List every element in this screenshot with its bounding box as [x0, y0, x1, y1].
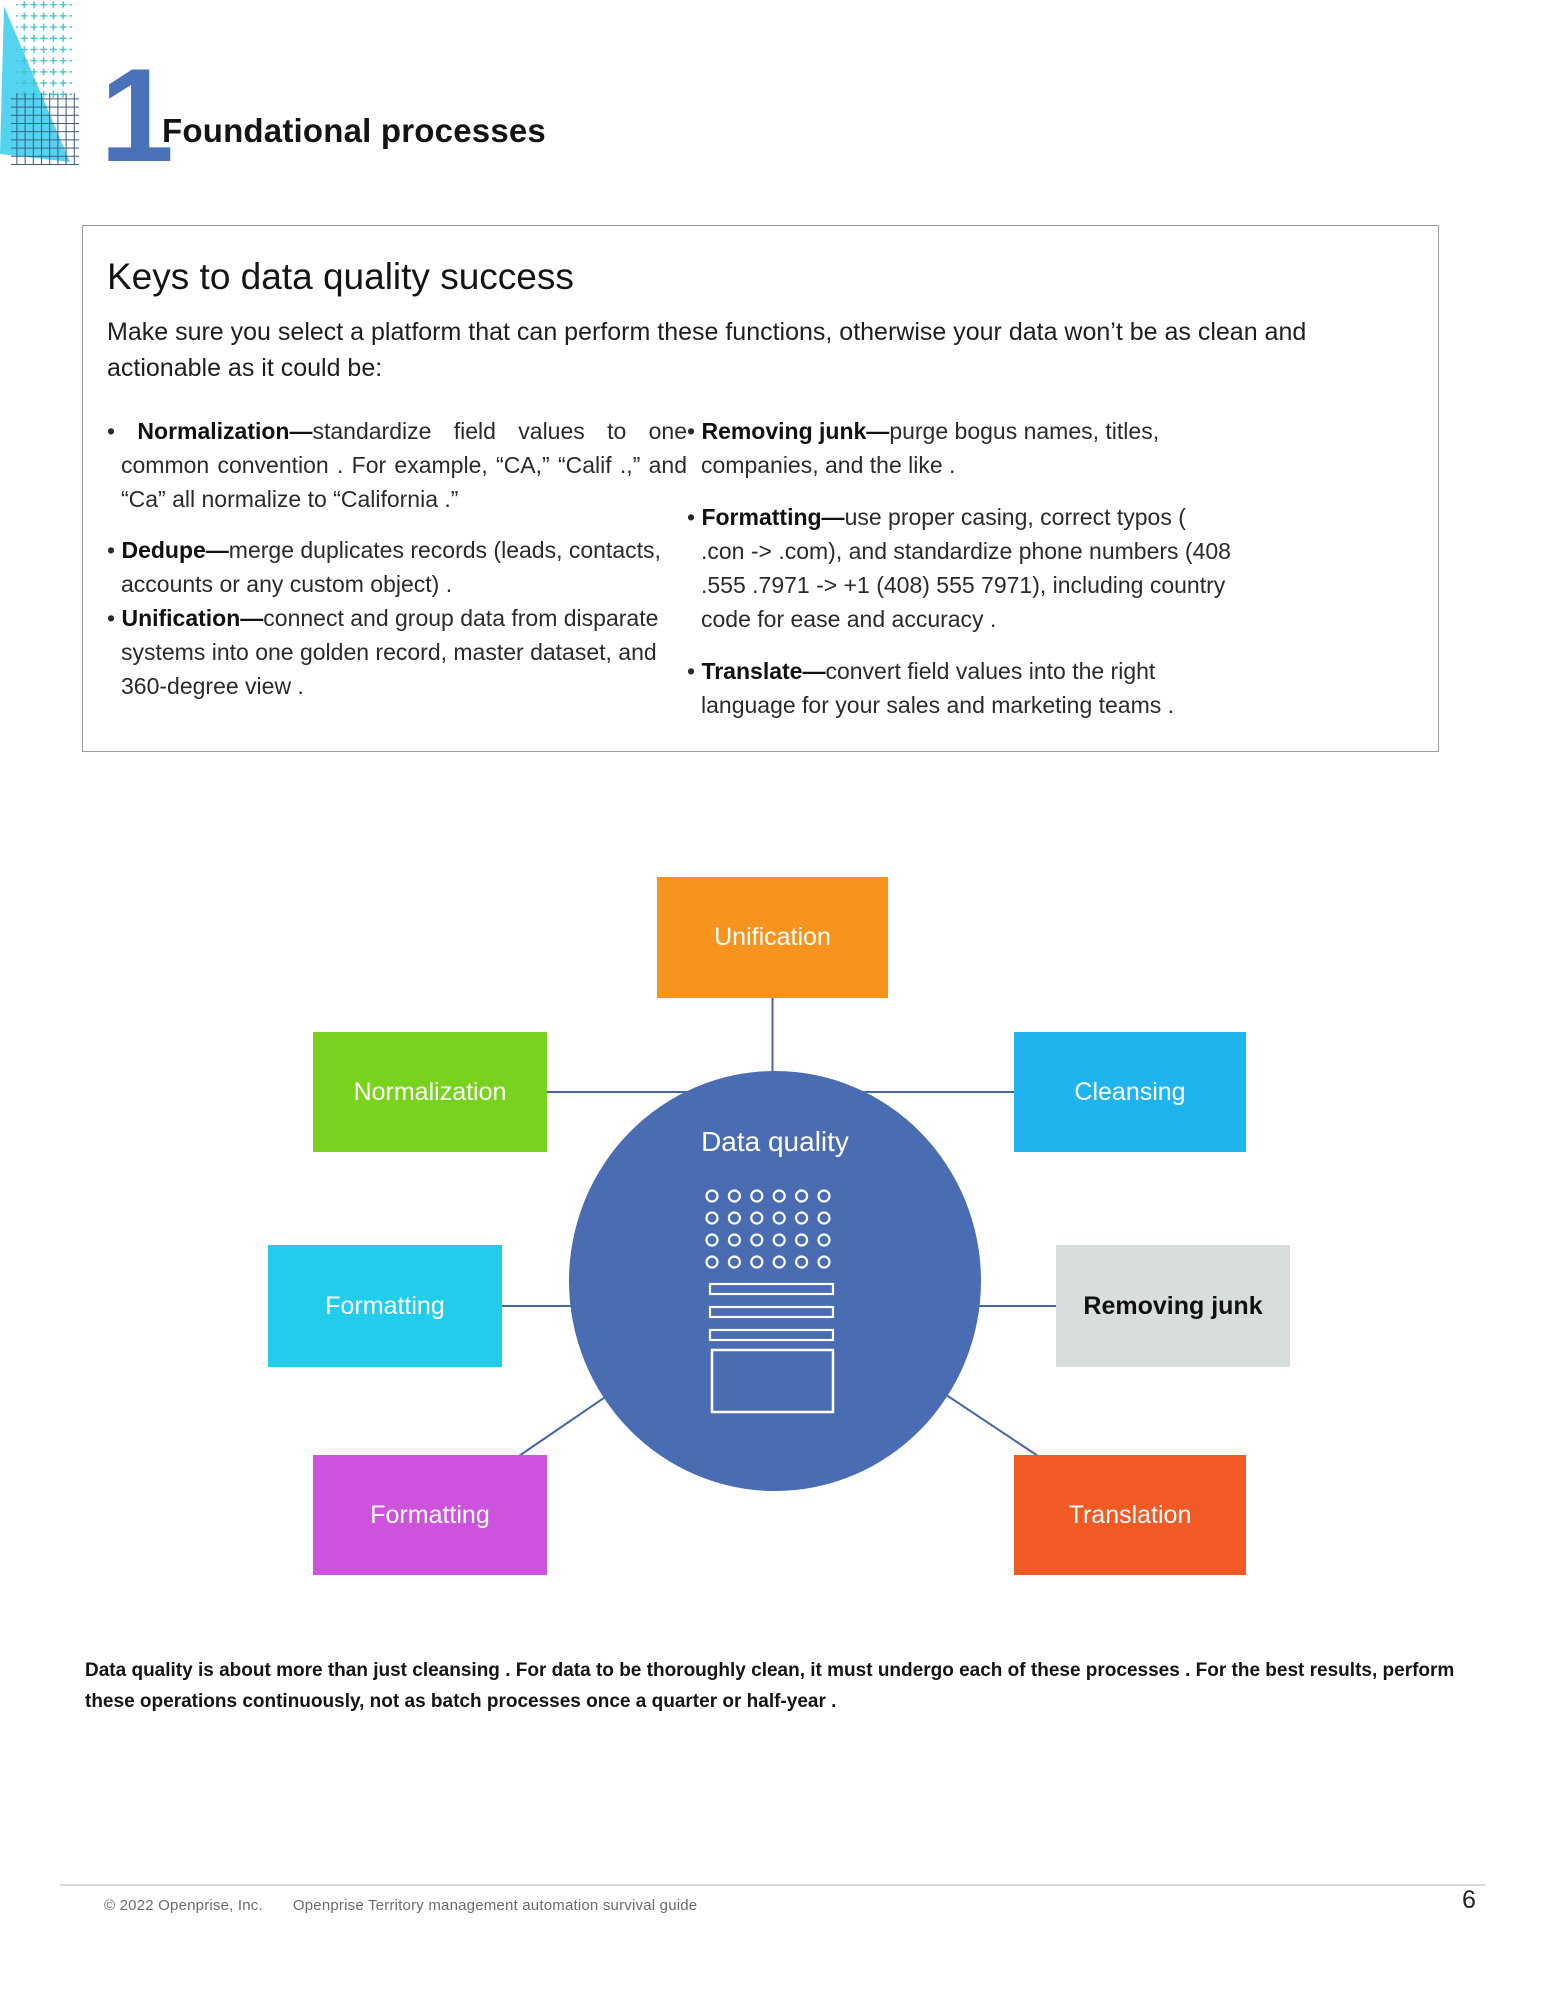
bullet-term: Unification—: [121, 605, 264, 631]
bullet-item: • Unification—connect and group data from disparate systems into one golden record, master dataset, and 360-degree view .: [107, 605, 659, 699]
diagram-node-unification: [657, 877, 888, 998]
bullet-term: Removing junk—: [701, 418, 890, 444]
node-label: Formatting: [370, 1500, 490, 1529]
footer-copyright: © 2022 Openprise, Inc.: [104, 1897, 263, 1914]
bullet-item: • Normalization—standardize field values to one common convention . For example, “CA,” “Calif .,” and “Ca” all normalize to “California .”: [107, 418, 687, 512]
panel-intro: Make sure you select a platform that can perform these functions, otherwise your data won’t be as clean and actionable as it could be:: [107, 318, 1307, 382]
panel-heading: Keys to data quality success: [107, 256, 574, 297]
diagram-node-formatting-left: [268, 1245, 502, 1367]
corner-triangle-pattern-decoration: [0, 0, 95, 180]
page-number: 6: [1462, 1886, 1476, 1914]
diagram-node-removing-junk: [1056, 1245, 1290, 1367]
footer: [104, 1897, 697, 1914]
footer-divider: [60, 1884, 1485, 1886]
node-label: Translation: [1068, 1500, 1192, 1529]
bullet-term: Normalization—: [137, 418, 313, 444]
bullet-term: Translate—: [701, 658, 826, 684]
data-quality-diagram: [0, 850, 1545, 1610]
node-label: Cleansing: [1074, 1077, 1186, 1106]
bullet-term: Dedupe—: [121, 537, 229, 563]
bullet-term: Formatting—: [701, 504, 845, 530]
footer-doc-title: Openprise Territory management automation survival guide: [292, 1897, 698, 1914]
section-number: 1: [100, 42, 174, 190]
node-label: Removing junk: [1083, 1291, 1263, 1320]
node-label: Unification: [714, 923, 831, 951]
bullet-item: • Translate—convert field values into the right language for your sales and marketing teams .: [687, 658, 1175, 718]
node-label: Formatting: [325, 1291, 445, 1320]
page-title: Foundational processes: [162, 112, 546, 149]
diagram-node-formatting-bottom: [313, 1455, 547, 1575]
bullet-columns: [107, 414, 1438, 722]
node-label: Normalization: [353, 1077, 507, 1106]
bullet-list-left: [107, 414, 687, 722]
keys-panel: [82, 225, 1439, 752]
bullet-item: • Dedupe—merge duplicates records (leads, contacts, accounts or any custom object) .: [107, 537, 661, 597]
closing-paragraph: Data quality is about more than just cleansing . For data to be thoroughly clean, it must undergo each of these processes . For the best results, perform these operations continuously, not as batch processes once a quarter or half-year .: [85, 1660, 1455, 1712]
diagram-node-translation: [1014, 1455, 1246, 1575]
bullet-item: • Formatting—use proper casing, correct typos ( .con -> .com), and standardize phone numbers (408 .555 .7971 -> +1 (408) 555 7971), including country code for ease and accuracy .: [687, 504, 1231, 632]
bullet-item: • Removing junk—purge bogus names, titles, companies, and the like .: [687, 418, 1160, 478]
diagram-center-label: Data quality: [701, 1126, 849, 1157]
bullet-list-right: [687, 414, 1232, 722]
diagram-node-cleansing: [1014, 1032, 1246, 1152]
diagram-node-normalization: [313, 1032, 547, 1152]
